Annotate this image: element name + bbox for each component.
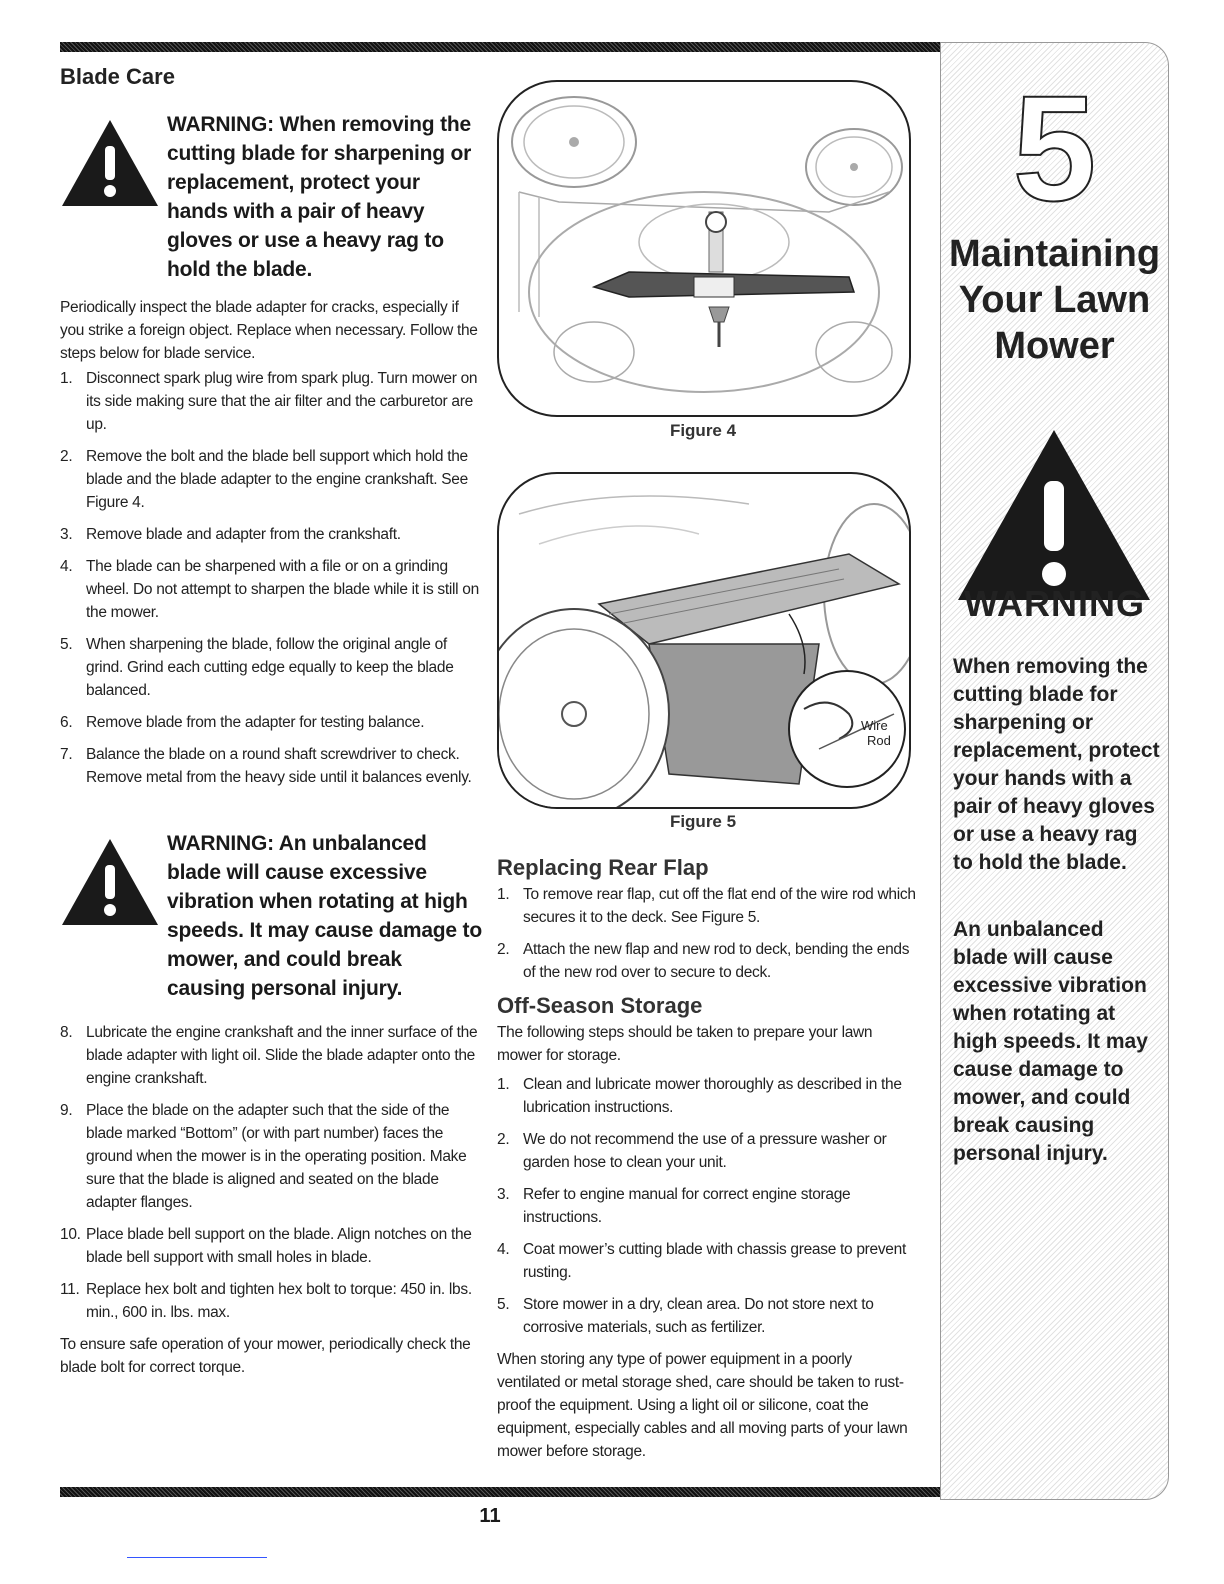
rear-flap-illustration xyxy=(499,474,909,807)
list-item: 2. We do not recommend the use of a pressure washer or garden hose to clean your unit. xyxy=(497,1131,887,1171)
chapter-sidebar xyxy=(940,42,1169,1500)
list-item: 3. Remove blade and adapter from the crankshaft. xyxy=(60,526,401,543)
chapter-title-line-1: Maintaining xyxy=(948,233,1161,275)
warning-text-1: WARNING: When removing the cutting blade for sharpening or replacement, protect your hands with a pair of heavy gloves or use a heavy rag to hold the blade. xyxy=(167,113,472,281)
blade-care-heading: Blade Care xyxy=(60,64,175,89)
page-number: 11 xyxy=(479,1505,501,1527)
list-item: 3. Refer to engine manual for correct engine storage instructions. xyxy=(497,1186,851,1226)
warning-text-2: WARNING: An unbalanced blade will cause excessive vibration when rotating at high speeds. It may cause damage to mower, and could break causing personal injury. xyxy=(167,832,482,1000)
chapter-title xyxy=(941,231,1168,369)
list-item: 1. Clean and lubricate mower thoroughly as described in the lubrication instructions. xyxy=(497,1076,902,1116)
blade-care-closing: To ensure safe operation of your mower, periodically check the blade bolt for correct torque. xyxy=(60,1336,471,1376)
sidebar-warning-title: WARNING xyxy=(964,583,1145,624)
top-rule xyxy=(60,42,940,52)
chapter-title-line-3: Mower xyxy=(994,325,1115,367)
list-item: 6. Remove blade from the adapter for testing balance. xyxy=(60,714,425,731)
list-item: 5. Store mower in a dry, clean area. Do not store next to corrosive materials, such as fertilizer. xyxy=(497,1296,874,1336)
list-item: 2. Attach the new flap and new rod to deck, bending the ends of the new rod over to secure to deck. xyxy=(497,941,910,981)
figure-4-caption: Figure 4 xyxy=(669,421,737,440)
blade-steps-list-a xyxy=(60,367,485,789)
rear-flap-steps xyxy=(497,883,917,984)
chapter-number: 5 xyxy=(1012,64,1097,232)
warning-block-2 xyxy=(60,829,485,1009)
blade-steps-list-b xyxy=(60,1021,485,1324)
list-item: 11. Replace hex bolt and tighten hex bolt to torque: 450 in. lbs. min., 600 in. lbs. max. xyxy=(60,1281,472,1321)
left-column xyxy=(60,64,485,1381)
bottom-rule xyxy=(60,1487,945,1497)
list-item: 4. Coat mower’s cutting blade with chassis grease to prevent rusting. xyxy=(497,1241,906,1281)
list-item: 1. Disconnect spark plug wire from spark plug. Turn mower on its side making sure that the air filter and the carburetor are up. xyxy=(60,370,478,433)
warning-triangle-icon xyxy=(60,118,160,208)
wire-rod-label-line2: Rod xyxy=(867,733,891,748)
warning-triangle-icon xyxy=(954,426,1154,604)
list-item: 7. Balance the blade on a round shaft screwdriver to check. Remove metal from the heavy side until it balances evenly. xyxy=(60,746,472,786)
storage-closing: When storing any type of power equipment in a poorly ventilated or metal storage shed, care should be taken to rust-proof the equipment. Using a light oil or silicone, coat the equipment, especially cables and all moving parts of your lawn mower before storage. xyxy=(497,1351,908,1460)
list-item: 8. Lubricate the engine crankshaft and the inner surface of the blade adapter with light oil. Slide the blade adapter onto the engine crankshaft. xyxy=(60,1024,478,1087)
wire-rod-label-line1: Wire xyxy=(861,718,888,733)
list-item: 5. When sharpening the blade, follow the original angle of grind. Grind each cutting edge equally to keep the blade balanced. xyxy=(60,636,454,699)
mower-deck-blade-illustration xyxy=(499,82,909,415)
footer-link-underline xyxy=(127,1557,267,1558)
list-item: 9. Place the blade on the adapter such that the side of the blade marked “Bottom” (or with part number) faces the ground when the mower is in the operating position. Make sure that the blade is aligned and seated on the blade adapter flanges. xyxy=(60,1102,467,1211)
chapter-title-line-2: Your Lawn xyxy=(958,279,1151,321)
list-item: 4. The blade can be sharpened with a file or on a grinding wheel. Do not attempt to sharpen the blade while it is still on the mower. xyxy=(60,558,479,621)
list-item: 10. Place blade bell support on the blade. Align notches on the blade bell support with small holes in blade. xyxy=(60,1226,472,1266)
sidebar-warning-text-1: When removing the cutting blade for sharpening or replacement, protect your hands with a pair of heavy gloves or use a heavy rag to hold the blade. xyxy=(953,655,1160,874)
list-item: 2. Remove the bolt and the blade bell support which hold the blade and the blade adapter to the engine crankshaft. See Figure 4. xyxy=(60,448,468,511)
rear-flap-heading: Replacing Rear Flap xyxy=(497,855,709,880)
warning-triangle-icon xyxy=(60,837,160,927)
middle-text-column xyxy=(497,855,917,1465)
figure-5-caption: Figure 5 xyxy=(669,812,737,831)
warning-block-1 xyxy=(60,110,485,284)
storage-intro: The following steps should be taken to prepare your lawn mower for storage. xyxy=(497,1024,873,1064)
figure-5-frame xyxy=(497,472,911,809)
blade-care-intro: Periodically inspect the blade adapter for cracks, especially if you strike a foreign object. Replace when necessary. Follow the steps below for blade service. xyxy=(60,299,478,362)
storage-heading: Off-Season Storage xyxy=(497,993,703,1018)
storage-steps xyxy=(497,1073,917,1339)
list-item: 1. To remove rear flap, cut off the flat end of the wire rod which secures it to the deck. See Figure 5. xyxy=(497,886,916,926)
sidebar-warning-text-2: An unbalanced blade will cause excessive vibration when rotating at high speeds. It may cause damage to mower, and could break causing personal injury. xyxy=(953,918,1148,1165)
figure-4-frame xyxy=(497,80,911,417)
